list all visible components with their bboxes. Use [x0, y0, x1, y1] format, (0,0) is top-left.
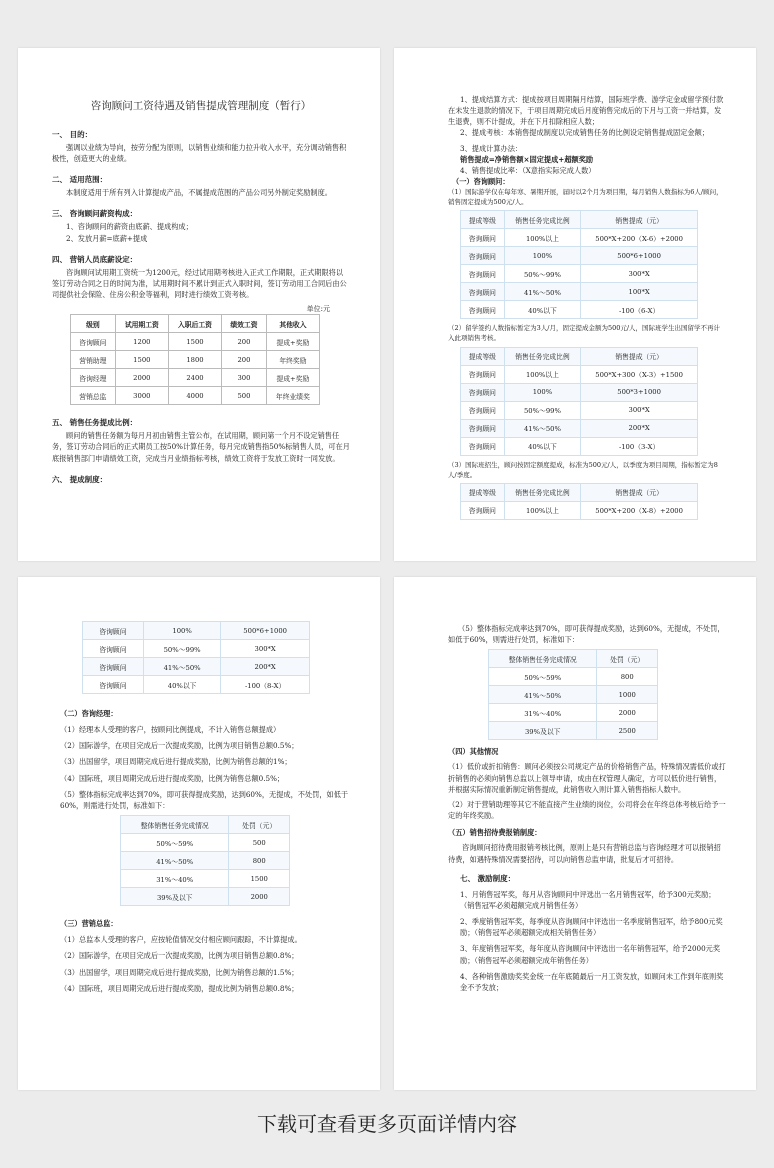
table-cell: 咨询顾问 — [461, 383, 505, 401]
section-1-body: 强调以业绩为导向，按劳分配为原则，以销售业绩和能力拉升收入水平，充分调动销售积极性，创造更大的业绩。 — [52, 143, 347, 164]
table-cell: 39%及以下 — [489, 722, 597, 740]
section-2-heading: 二、 适用范围： — [52, 175, 108, 185]
paragraph: （4）国际班，项目周期完成后进行提成奖励，提成比例为销售总额0.8%； — [60, 983, 299, 993]
table-cell: 提成+奖励 — [266, 333, 319, 351]
table-cell: 200 — [222, 351, 267, 369]
table-header-row — [461, 347, 698, 365]
table-row — [121, 888, 290, 906]
table-header-cell: 销售任务完成比例 — [504, 211, 581, 229]
table-header-cell: 试用期工资 — [115, 315, 168, 333]
footer-caption: 下载可查看更多页面详情内容 — [257, 1112, 517, 1136]
table-cell: 40%以下 — [143, 676, 220, 694]
paragraph: （2）对于营销助理等其它不能直接产生业绩的岗位，公司将会在年终总体考核后给予一定的年终奖励。 — [448, 799, 726, 821]
table-cell: 100%以上 — [504, 365, 581, 383]
table-cell: 咨询顾问 — [83, 676, 144, 694]
table-cell: 营销助理 — [71, 351, 116, 369]
table-cell: 100% — [504, 247, 581, 265]
table-cell: -100（6-X） — [581, 301, 698, 319]
section-4-heading: 四、 营销人员底薪设定： — [52, 254, 138, 264]
document-page-4 — [394, 577, 756, 1090]
table-cell: 300 — [222, 369, 267, 387]
table-header-cell: 提成等级 — [461, 483, 505, 501]
table-cell: 1500 — [168, 333, 221, 351]
commission-table-continued — [82, 621, 310, 694]
table-row — [461, 419, 698, 437]
table-header-cell: 绩效工资 — [222, 315, 267, 333]
table-cell: 1000 — [597, 686, 658, 704]
table-cell: 50%～59% — [121, 834, 229, 852]
table-row — [461, 265, 698, 283]
table-row — [71, 351, 320, 369]
table-row — [489, 668, 658, 686]
table-cell: 100*X — [581, 283, 698, 301]
list-item: 4、各种销售激励奖奖金统一在年底随最后一月工资发放，如顾问未工作到年底则奖金不予发放； — [460, 971, 724, 992]
table-row — [121, 870, 290, 888]
table-cell: 41%～50% — [121, 852, 229, 870]
paragraph: 3、提成计算办法： — [460, 143, 523, 153]
paragraph: （2）国际游学，在项目完成后一次提成奖励，比例为项目销售总额0.8%； — [60, 951, 299, 961]
section-7-heading: 七、 激励制度： — [460, 873, 516, 883]
table-cell: 500*3+1000 — [581, 383, 698, 401]
table-cell: 500*6+1000 — [221, 622, 310, 640]
salary-table — [70, 314, 320, 405]
table-cell: 1800 — [168, 351, 221, 369]
table-header-cell: 销售提成（元） — [581, 211, 698, 229]
section-4-body: 咨询顾问试用期工资统一为1200元，经过试用期考核进入正式工作期限，正式期限将以签订劳动合同之日的时间为准，试用期时间不累计到正式入职时间，签订劳动用工合同后由公司提供社会保险、住房公积金等福利，同时进行绩效工资考核。 — [52, 267, 347, 300]
table-cell: 咨询顾问 — [83, 658, 144, 676]
table-cell: 31%～40% — [121, 870, 229, 888]
table-cell: 500 — [229, 834, 290, 852]
table-cell: 3000 — [115, 387, 168, 405]
table-row — [461, 229, 698, 247]
table-cell: 咨询顾问 — [461, 419, 505, 437]
section-1-heading: 一、 目的： — [52, 130, 93, 139]
table-row — [461, 365, 698, 383]
table-cell: 咨询顾问 — [71, 333, 116, 351]
table-cell: 41%～50% — [143, 658, 220, 676]
paragraph: 4、销售提成比率：（X意指实际完成人数） — [460, 165, 596, 175]
table-cell: 100%以上 — [504, 229, 581, 247]
document-title: 咨询顾问工资待遇及销售提成管理制度（暂行） — [90, 100, 312, 112]
table-cell: 咨询经理 — [71, 369, 116, 387]
table-row — [121, 834, 290, 852]
table-cell: 1200 — [115, 333, 168, 351]
table-cell: 咨询顾问 — [461, 265, 505, 283]
table-row — [461, 401, 698, 419]
table-cell: 41%～50% — [504, 419, 581, 437]
table-header-cell: 处罚（元） — [229, 816, 290, 834]
table-cell: 提成+奖励 — [266, 369, 319, 387]
penalty-table-director — [488, 649, 658, 740]
section-3-item-2: 2、发放月薪=底薪+提成 — [66, 233, 148, 243]
table-cell: 100% — [143, 622, 220, 640]
section-5-body: 顾问的销售任务额为每月月初由销售主管公布，在试用期，顾问第一个月不设定销售任务，签订劳动合同后的正式期员工按50%计算任务，每月完成销售指50%标销售人员，可在月底报销售部门申请绩效工资，完成当月业绩指标考核，绩效工资将于发放工资时一同发放。 — [52, 431, 350, 463]
table-row — [461, 501, 698, 519]
table-row — [71, 387, 320, 405]
table-cell: 咨询顾问 — [461, 401, 505, 419]
paragraph: （3）出国留学，项目周期完成后进行提成奖励，比例为销售总额的1%； — [60, 757, 292, 767]
paragraph: 咨询顾问招待费用报销考核比例，原则上是只有营销总监与咨询经理才可以报销招待费，如遇特殊情况需要招待，可以向销售总监申请，批复后才可招待。 — [448, 843, 721, 864]
subheading: （一）咨询顾问： — [452, 177, 510, 187]
table-cell: 咨询顾问 — [461, 247, 505, 265]
paragraph: （5）整体指标完成率达到70%，即可获得提成奖励，达到60%，无提成，不处罚，如低于60%，则需进行处罚，标准如下： — [448, 624, 725, 645]
paragraph: （5）整体指标完成率达到70%，即可获得提成奖励，达到60%，无提成，不处罚，如低于60%，则需进行处罚，标准如下： — [60, 789, 349, 810]
table-cell: 年终奖励 — [266, 351, 319, 369]
table-cell: 咨询顾问 — [83, 622, 144, 640]
penalty-table-manager — [120, 815, 290, 906]
table-header-row — [121, 816, 290, 834]
table-cell: 50%～59% — [489, 668, 597, 686]
table-header-cell: 整体销售任务完成情况 — [489, 650, 597, 668]
document-page-2 — [394, 48, 756, 561]
table-cell: 2500 — [597, 722, 658, 740]
table-cell: 300*X — [581, 265, 698, 283]
table-row — [461, 247, 698, 265]
table-header-cell: 入职后工资 — [168, 315, 221, 333]
table-cell: -100（8-X） — [221, 676, 310, 694]
table-cell: 咨询顾问 — [461, 365, 505, 383]
commission-table-2 — [460, 347, 698, 456]
table-cell: 4000 — [168, 387, 221, 405]
subheading: （三）营销总监： — [60, 919, 118, 929]
table-header-row — [489, 650, 658, 668]
table-row — [461, 301, 698, 319]
table-cell: 咨询顾问 — [461, 301, 505, 319]
table-header-cell: 级别 — [71, 315, 116, 333]
paragraph: （2）国际游学，在项目完成后一次提成奖励，比例为项目销售总额0.5%； — [60, 741, 299, 751]
table-header-cell: 提成等级 — [461, 347, 505, 365]
table-header-cell: 销售任务完成比例 — [504, 483, 581, 501]
table-row — [71, 333, 320, 351]
subheading: （二）咨询经理： — [60, 709, 118, 718]
table-row — [461, 383, 698, 401]
table-cell: 200 — [222, 333, 267, 351]
table-cell: 800 — [597, 668, 658, 686]
table-header-row — [71, 315, 320, 333]
table-cell: 咨询顾问 — [461, 437, 505, 455]
list-item: 2、季度销售冠军奖，每季度从咨询顾问中评选出一名季度销售冠军，给予800元奖励；（销售冠军必须超额完成相关销售任务） — [460, 917, 723, 938]
table-cell: 100% — [504, 383, 581, 401]
table-row — [83, 676, 310, 694]
section-3-item-1: 1、咨询顾问的薪资由底薪、提成构成； — [66, 222, 193, 232]
list-item: 3、年度销售冠军奖，每年度从咨询顾问中评选出一名年销售冠军，给予2000元奖励；（销售冠军必须超额完成年销售任务） — [460, 944, 721, 965]
table-row — [489, 722, 658, 740]
table-cell: 39%及以下 — [121, 888, 229, 906]
table-cell: 300*X — [221, 640, 310, 658]
document-page-1 — [18, 48, 380, 561]
table-header-cell: 销售提成（元） — [581, 483, 698, 501]
table-header-cell: 销售提成（元） — [581, 347, 698, 365]
table-cell: 咨询顾问 — [83, 640, 144, 658]
table-row — [489, 704, 658, 722]
paragraph: （4）国际班，项目周期完成后进行提成奖励，比例为销售总额0.5%； — [60, 773, 285, 783]
paragraph: （1）低价或折扣销售：顾问必须按公司规定产品的价格销售产品，特殊情况需低价或打折销售的必须向销售总监以上领导申请，成由在权管理人确定，方可以低价进行销售，并根据实际情况重新制定销售提成，此销售收入则计算入销售指标人数中。 — [448, 762, 726, 794]
table-cell: 41%～50% — [489, 686, 597, 704]
table-cell: 300*X — [581, 401, 698, 419]
table-row — [121, 852, 290, 870]
table-row — [461, 437, 698, 455]
paragraph: （3）出国留学，项目周期完成后进行提成奖励，比例为销售总额的1.5%； — [60, 967, 299, 977]
table-cell: 41%～50% — [504, 283, 581, 301]
subheading: （五）销售招待费报销制度： — [448, 828, 542, 838]
subheading: （四）其他情况 — [448, 747, 499, 757]
table-cell: 40%以下 — [504, 437, 581, 455]
table-cell: 200*X — [581, 419, 698, 437]
table-cell: 100%以上 — [504, 501, 581, 519]
unit-label: 单位:元 — [306, 305, 330, 314]
table-header-cell: 提成等级 — [461, 211, 505, 229]
table-cell: 500*X+200（X-6）+2000 — [581, 229, 698, 247]
table-header-cell: 处罚（元） — [597, 650, 658, 668]
table-header-cell: 销售任务完成比例 — [504, 347, 581, 365]
table-row — [83, 658, 310, 676]
table-row — [461, 283, 698, 301]
table-cell: 营销总监 — [71, 387, 116, 405]
paragraph: 2、提成考核：本销售提成制度以完成销售任务的比例设定销售提成固定金额； — [460, 128, 709, 138]
note: （3）国际班招生，顾问按固定额度提成，标准为500元/人，以季度为项目周期，指标暂定为8人/季度。 — [448, 460, 718, 479]
table-cell: 咨询顾问 — [461, 229, 505, 247]
note: （1）国际游学仅在每年寒、暑期开展，届时以2个月为项目期，每月销售人数指标为6人/顾问，销售固定提成为500元/人。 — [448, 188, 723, 207]
table-row — [71, 369, 320, 387]
table-cell: 50%～99% — [504, 401, 581, 419]
table-cell: 31%～40% — [489, 704, 597, 722]
table-cell: 500 — [222, 387, 267, 405]
table-cell: 500*X+300（X-3）+1500 — [581, 365, 698, 383]
table-header-row — [461, 211, 698, 229]
table-cell: 200*X — [221, 658, 310, 676]
table-cell: 2000 — [115, 369, 168, 387]
table-cell: 2000 — [229, 888, 290, 906]
table-row — [83, 622, 310, 640]
table-cell: 800 — [229, 852, 290, 870]
table-cell: -100（3-X） — [581, 437, 698, 455]
table-cell: 年终业绩奖 — [266, 387, 319, 405]
paragraph: （1）总监本人受理的客户，应按轮值情况交付相应顾问跟踪，不计算提成。 — [60, 935, 302, 945]
table-cell: 500*X+200（X-8）+2000 — [581, 501, 698, 519]
table-cell: 50%～99% — [143, 640, 220, 658]
table-cell: 500*6+1000 — [581, 247, 698, 265]
note: （2）留学签约人数指标暂定为3人/月，固定提成金额为500元/人，国际班学生出国留学不再计入此项销售考核。 — [448, 324, 721, 343]
section-2-body: 本制度适用于所有列入计算提成产品，不属提成范围的产品公司另外制定奖励制度。 — [66, 188, 332, 198]
section-5-heading: 五、 销售任务提成比例： — [52, 418, 138, 428]
paragraph: 1、提成结算方式：提成按项目周期隔月结算，国际班学费、游学定金或留学预付款在未发生退款的情况下，于项目周期完成后月度销售完成后的下月与工资一并结算，发生退费，则不计提成，并在下月扣除相应人数； — [448, 95, 724, 127]
table-cell: 50%～99% — [504, 265, 581, 283]
table-cell: 咨询顾问 — [461, 283, 505, 301]
table-row — [489, 686, 658, 704]
table-cell: 2400 — [168, 369, 221, 387]
table-header-row — [461, 483, 698, 501]
formula: 销售提成=净销售额×固定提成+超额奖励 — [460, 154, 594, 164]
section-3-heading: 三、 咨询顾问薪资构成： — [52, 209, 138, 219]
table-row — [83, 640, 310, 658]
table-header-cell: 其他收入 — [266, 315, 319, 333]
document-page-3 — [18, 577, 380, 1090]
table-cell: 1500 — [229, 870, 290, 888]
table-cell: 1500 — [115, 351, 168, 369]
list-item: 1、月销售冠军奖，每月从咨询顾问中评选出一名月销售冠军，给予300元奖励；（销售冠军必须超额完成月销售任务） — [460, 889, 716, 910]
commission-table-3 — [460, 483, 698, 520]
section-6-heading: 六、 提成制度： — [52, 474, 108, 484]
table-cell: 40%以下 — [504, 301, 581, 319]
table-header-cell: 整体销售任务完成情况 — [121, 816, 229, 834]
commission-table-1 — [460, 210, 698, 319]
table-cell: 咨询顾问 — [461, 501, 505, 519]
table-cell: 2000 — [597, 704, 658, 722]
paragraph: （1）经理本人受理的客户，按顾问比例提成，不计入销售总额提成） — [60, 725, 281, 735]
